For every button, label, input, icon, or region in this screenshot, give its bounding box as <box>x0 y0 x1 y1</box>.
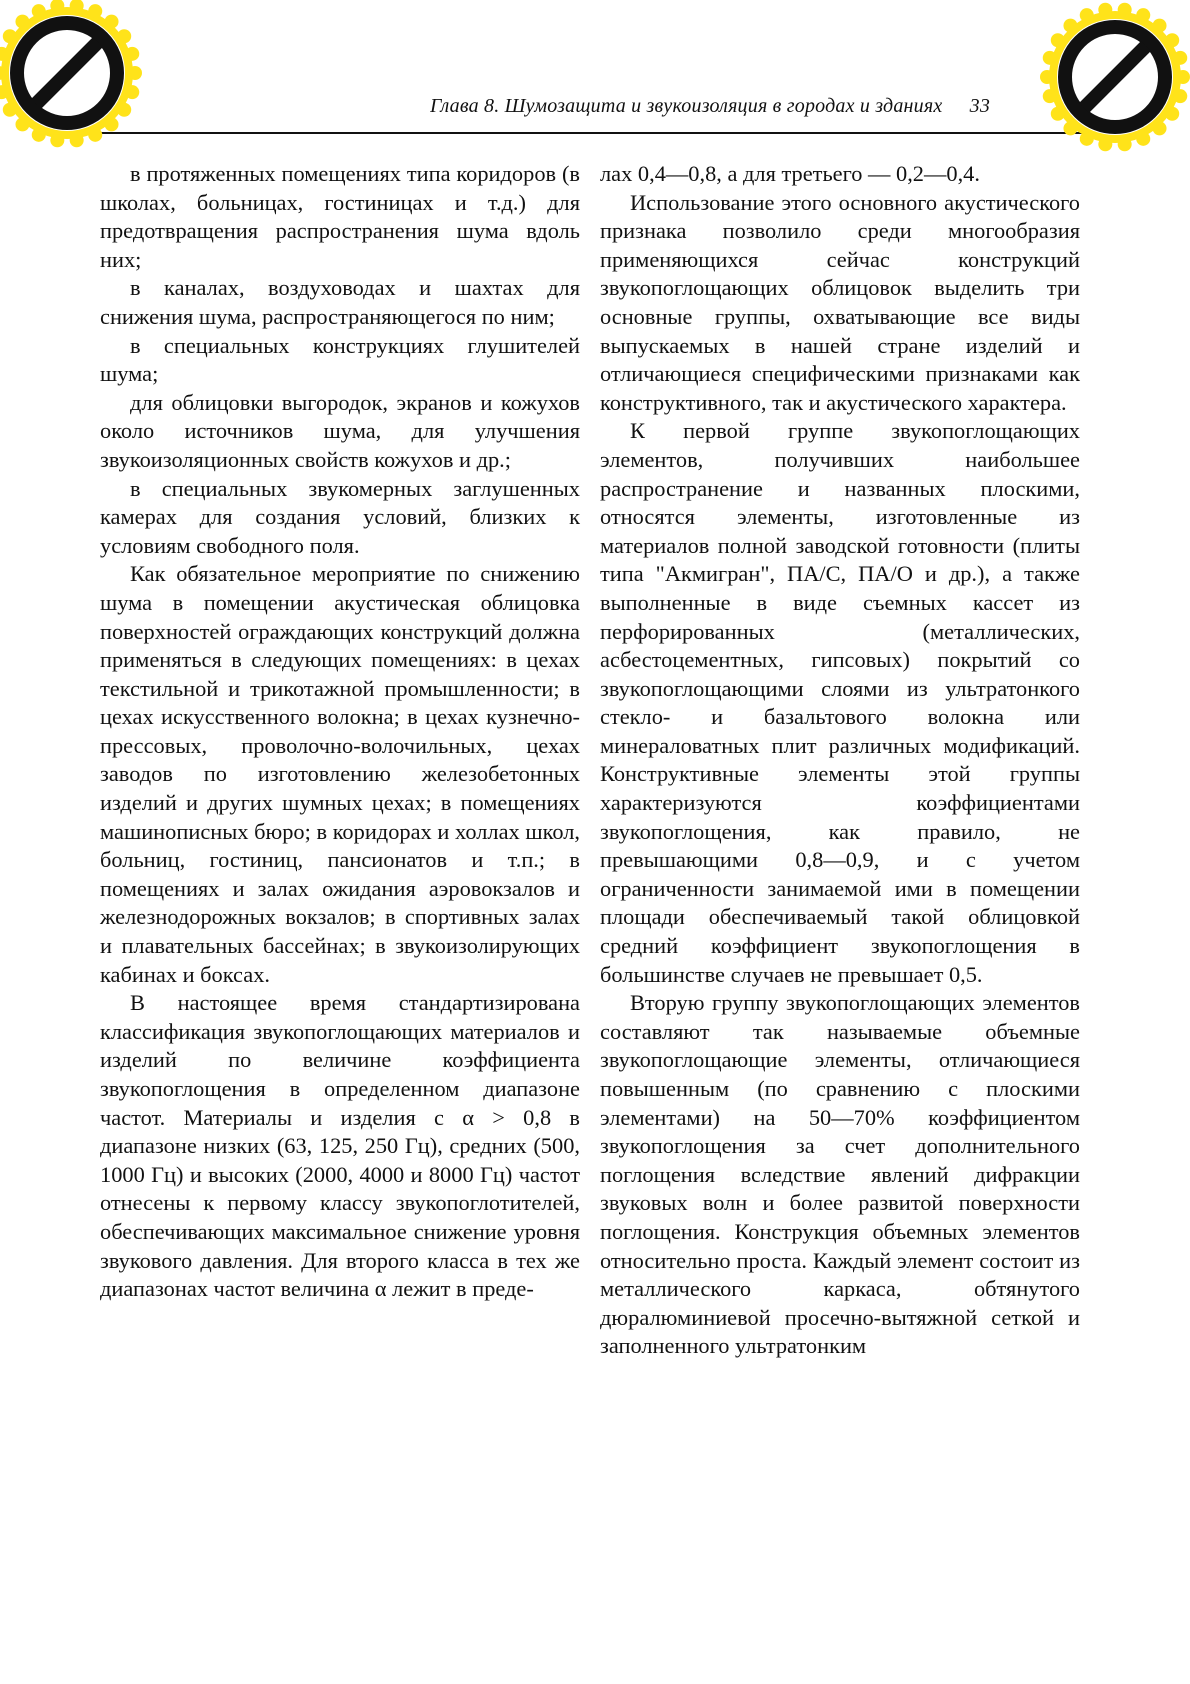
paragraph: В настоящее время стандартизирована классификация звукопоглощающих материалов и изделий по величине коэффициента звукопоглощения в определенном диапазоне частот. Материалы и изделия с α > 0,8 в диапазоне низких (63, 125, 250 Гц), средних (500, 1000 Гц) и высоких (2000, 4000 и 8000 Гц) частот отнесены к первому классу звукопоглотителей, обеспечивающих максимальное снижение уровня звукового давления. Для второго класса в тех же диапазонах частот величина α лежит в преде- <box>100 990 580 1302</box>
right-column <box>600 160 1080 1361</box>
running-title: Глава 8. Шумозащита и звукоизоляция в городах и зданиях <box>430 95 943 117</box>
badge-ring-tooth <box>32 4 46 18</box>
header-rule <box>96 132 1096 134</box>
left-column <box>100 160 580 1304</box>
badge-ring-tooth <box>1063 121 1077 135</box>
badge-ring-tooth <box>15 117 29 131</box>
paragraph: в протяженных помещениях типа коридоров (в школах, больницах, гостиницах и т.д.) для предотвращения распространения шума вдоль них; <box>100 161 580 272</box>
badge-ring-tooth <box>15 15 29 29</box>
badge-ring-tooth <box>3 29 17 43</box>
badge-ring-tooth <box>88 128 102 142</box>
badge-ring-tooth <box>105 15 119 29</box>
badge-ring-tooth <box>50 133 64 147</box>
badge-ring-tooth <box>117 103 131 117</box>
badge-ring-tooth <box>1051 33 1065 47</box>
paragraph: в специальных конструкциях глушителей шума; <box>100 332 580 387</box>
badge-ring-tooth <box>125 47 139 61</box>
page-number: 33 <box>969 95 991 117</box>
badge-ring-tooth <box>1080 132 1094 146</box>
badge-ring-tooth <box>1136 8 1150 22</box>
badge-ring-tooth <box>1165 33 1179 47</box>
prohibition-sign-icon <box>0 0 142 148</box>
badge-ring-tooth <box>105 117 119 131</box>
paragraph: К первой группе звукопоглощающих элементов, получивших наибольшее распространение и названных плоскими, относятся элементы, изготовленные из материалов полной заводской готовности (плиты типа "Акмигран", ПА/С, ПА/О и др.), а также выполненные в виде съемных кассет из перфорированных (металлических, асбестоцементных, гипсовых) покрытий со звукопоглощающими слоями из ультратонкого стекло- и базальтового волокна или минераловатных плит различных модификаций. Конструктивные элементы этой группы характеризуются коэффициентами звукопоглощения, как правило, не превышающими 0,8—0,9, и с учетом ограниченности занимаемой ими в помещении площади обеспечиваемый такой облицовкой средний коэффициент звукопоглощения в большинстве случаев не превышает 0,5. <box>600 418 1080 987</box>
badge-ring-tooth <box>128 66 142 80</box>
badge-ring-tooth <box>1173 89 1187 103</box>
badge-ring-tooth <box>1118 3 1132 17</box>
badge-ring-tooth <box>1176 70 1190 84</box>
badge-ring-tooth <box>1098 137 1112 151</box>
badge-ring-tooth <box>3 103 17 117</box>
paragraph: лах 0,4—0,8, а для третьего — 0,2—0,4. <box>600 161 980 186</box>
badge-ring-tooth <box>1063 19 1077 33</box>
badge-ring-tooth <box>1118 137 1132 151</box>
badge-ring-tooth <box>1040 70 1054 84</box>
badge-ring-tooth <box>125 85 139 99</box>
badge-ring-tooth <box>1153 121 1167 135</box>
badge-ring-tooth <box>1136 132 1150 146</box>
running-header <box>430 95 1080 118</box>
badge-ring-tooth <box>1153 19 1167 33</box>
badge-ring-tooth <box>1098 3 1112 17</box>
paragraph: в каналах, воздуховодах и шахтах для снижения шума, распространяющегося по ним; <box>100 275 580 329</box>
prohibition-sign-icon <box>1040 2 1190 152</box>
badge-ring-tooth <box>70 133 84 147</box>
badge-ring-tooth <box>32 128 46 142</box>
paragraph: Использование этого основного акустического признака позволило среди многообразия применяющихся сейчас конструкций звукопоглощающих облицовок выделить три основные группы, охватывающие все виды выпускаемых в нашей стране изделий и отличающиеся специфическими признаками как конструктивного, так и акустического характера. <box>600 189 1080 415</box>
badge-ring-tooth <box>1043 89 1057 103</box>
badge-ring-tooth <box>1165 107 1179 121</box>
badge-ring-tooth <box>1173 51 1187 65</box>
paragraph: для облицовки выгородок, экранов и кожухов около источников шума, для улучшения звукоизоляционных свойств кожухов и др.; <box>100 389 580 472</box>
paragraph: в специальных звукомерных заглушенных камерах для создания условий, близких к условиям свободного поля. <box>100 475 580 558</box>
badge-ring-tooth <box>88 4 102 18</box>
paragraph: Вторую группу звукопоглощающих элементов составляют так называемые объемные звукопоглощающие элементы, отличающиеся повышенным (по сравнению с плоскими элементами) на 50—70% коэффициентом звукопоглощения за счет дополнительного поглощения вследствие явлений дифракции звуковых волн и более развитой поверхности поглощения. Конструкция объемных элементов относительно проста. Каждый элемент состоит из металлического каркаса, обтянутого дюралюминиевой просечно-вытяжной сеткой и заполненного ультратонким <box>600 990 1080 1359</box>
paragraph: Как обязательное мероприятие по снижению шума в помещении акустическая облицовка поверхностей ограждающих конструкций должна применяться в следующих помещениях: в цехах текстильной и трикотажной промышленности; в цехах искусственного волокна; в цехах кузнечно-прессовых, проволочно-волочильных, цехах заводов по изготовлению железобетонных изделий и других шумных цехах; в помещениях машинописных бюро; в коридорах и холлах школ, больниц, гостиниц, пансионатов и т.п.; в помещениях и залах ожидания аэровокзалов и железнодорожных вокзалов; в спортивных залах и плавательных бассейнах; в звукоизолирующих кабинах и боксах. <box>100 561 580 987</box>
badge-ring-tooth <box>1080 8 1094 22</box>
badge-ring-tooth <box>117 29 131 43</box>
badge-ring-tooth <box>1043 51 1057 65</box>
badge-ring-tooth <box>1051 107 1065 121</box>
